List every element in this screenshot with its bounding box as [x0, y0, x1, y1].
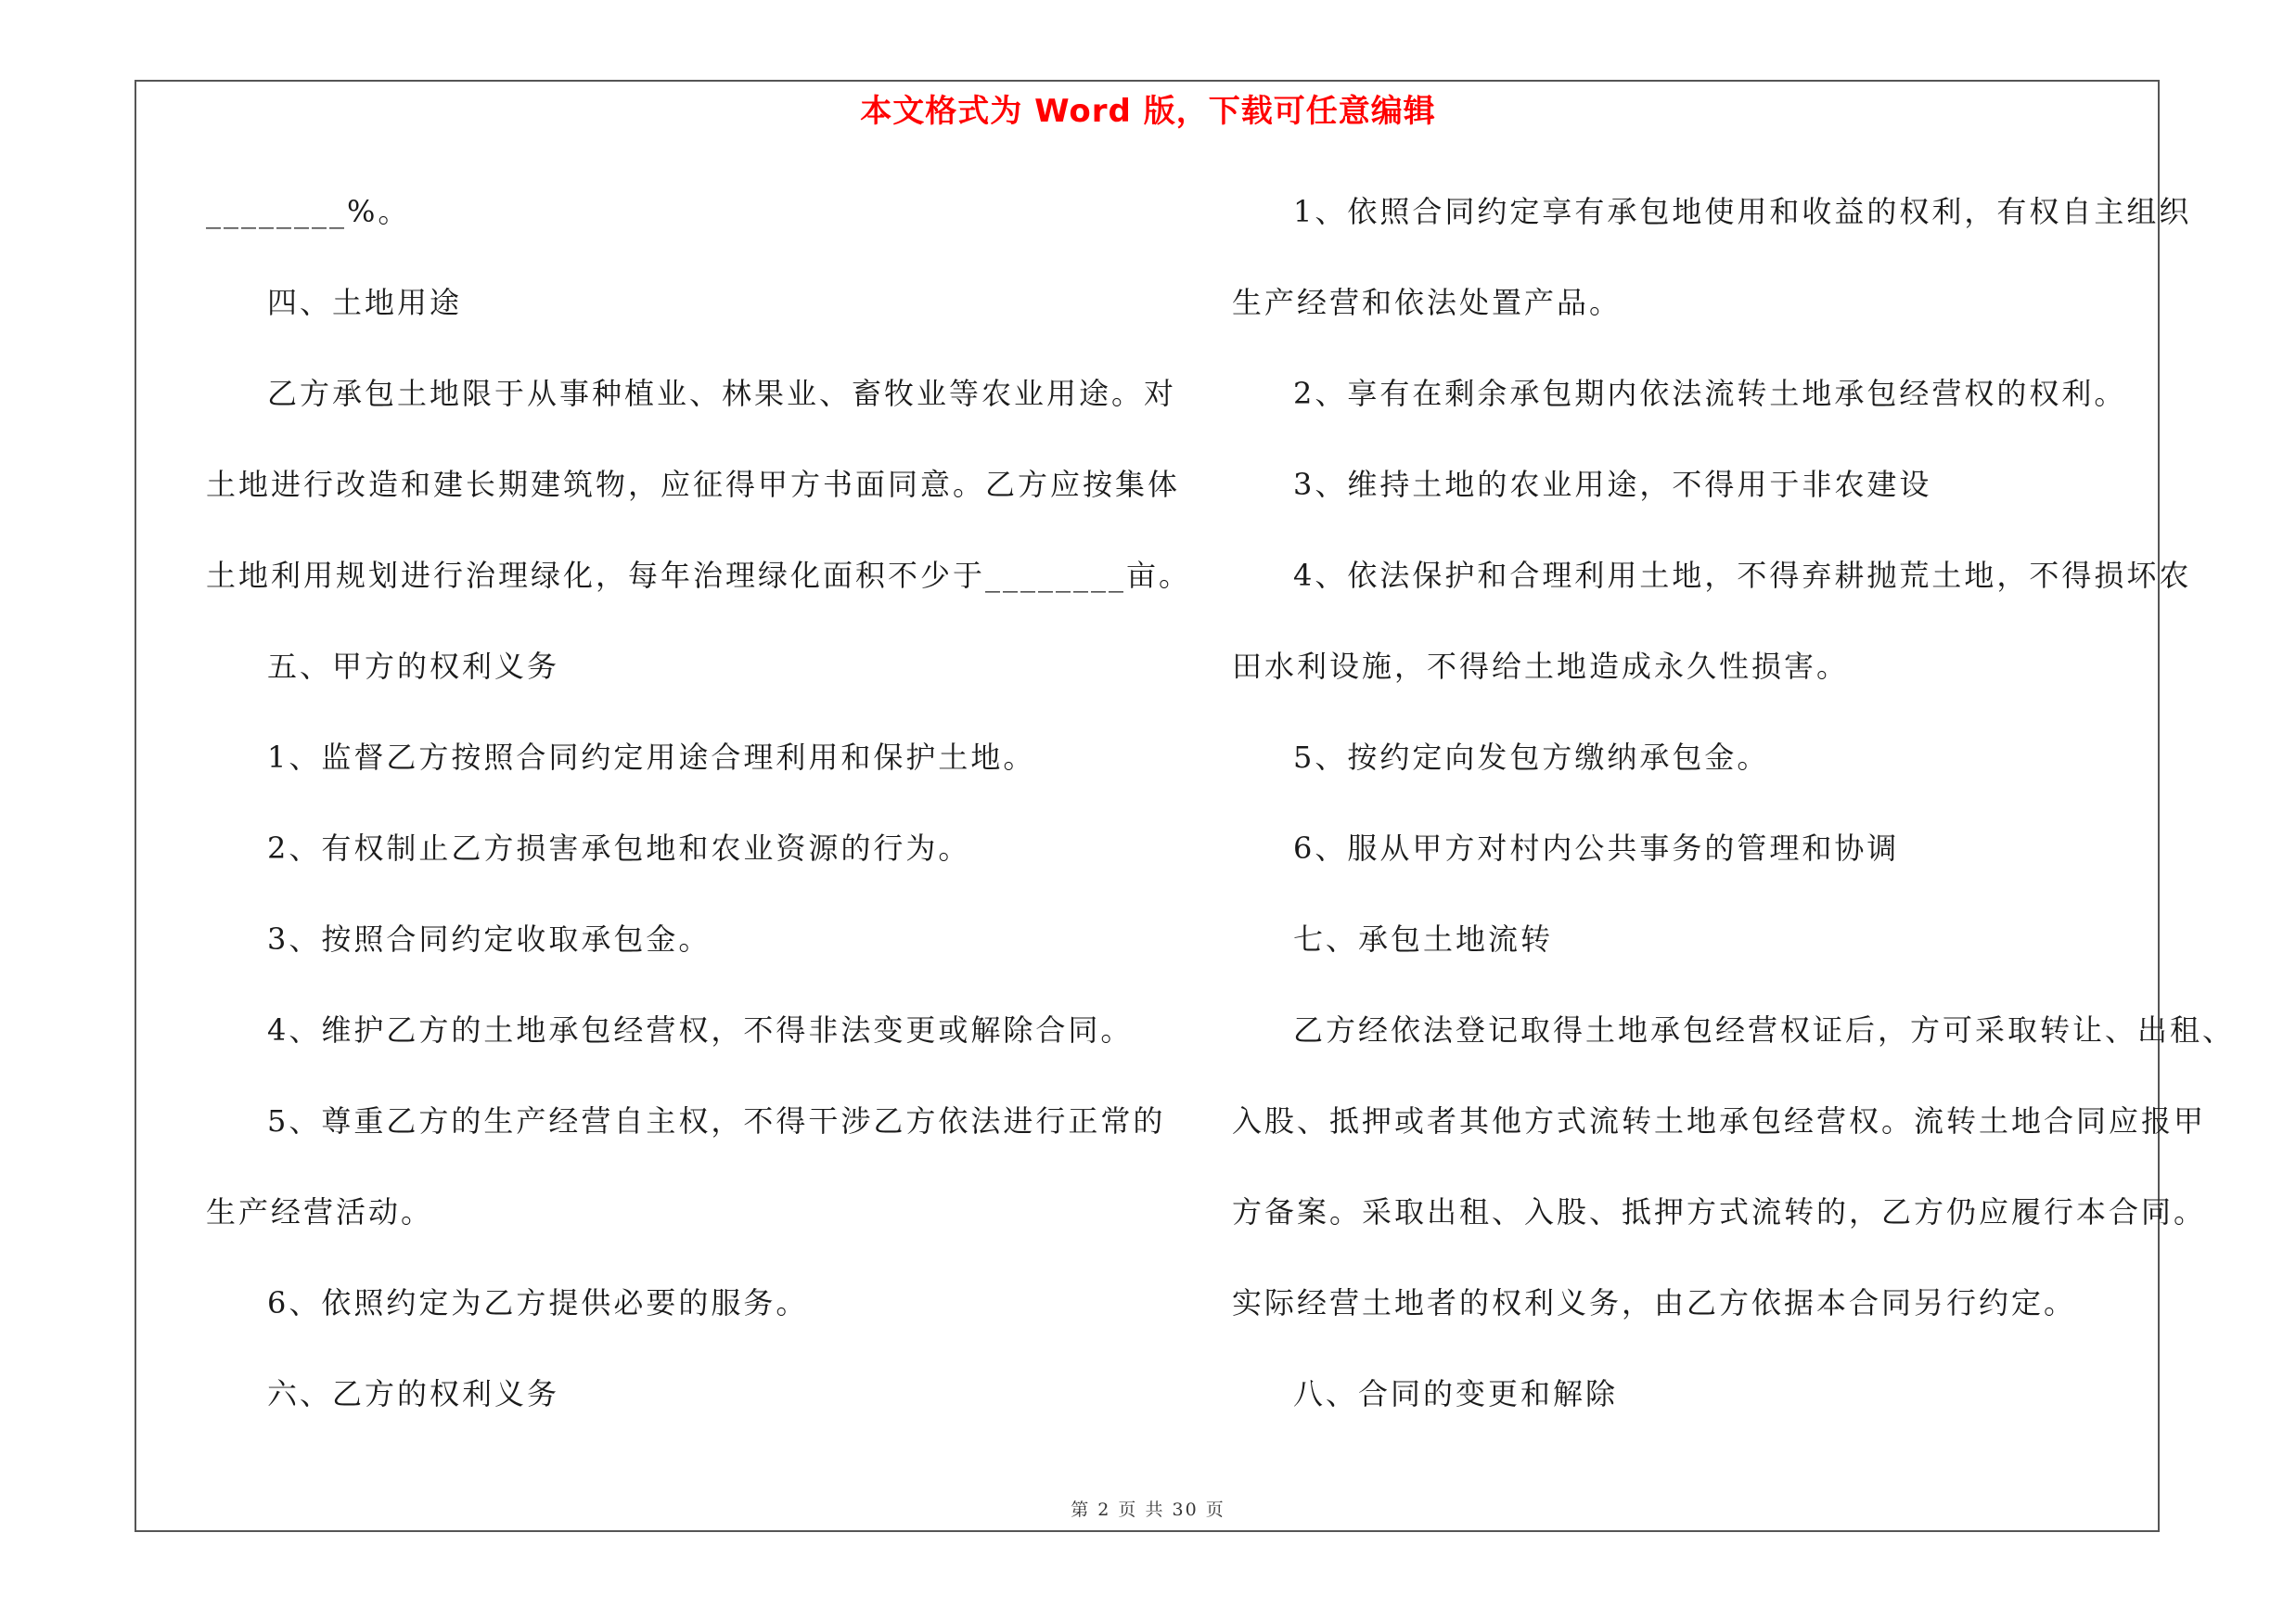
paragraph-line: 乙方经依法登记取得土地承包经营权证后，方可采取转让、出租、 — [1293, 1012, 2236, 1048]
paragraph-line: 4、维护乙方的土地承包经营权，不得非法变更或解除合同。 — [267, 1012, 1134, 1048]
paragraph-line: 实际经营土地者的权利义务，由乙方依据本合同另行约定。 — [1232, 1285, 2077, 1320]
paragraph-line: 3、维持土地的农业用途，不得用于非农建设 — [1293, 467, 1932, 502]
paragraph-line: 2、有权制止乙方损害承包地和农业资源的行为。 — [267, 831, 971, 866]
paragraph-line: 五、甲方的权利义务 — [267, 649, 560, 684]
paragraph-line: 乙方承包土地限于从事种植业、林果业、畜牧业等农业用途。对 — [267, 376, 1177, 411]
paragraph-line: 八、合同的变更和解除 — [1293, 1376, 1619, 1411]
paragraph-line: 4、依法保护和合理利用土地，不得弃耕抛荒土地，不得损坏农 — [1293, 558, 2192, 593]
paragraph-line: 生产经营活动。 — [206, 1194, 434, 1230]
page-number-footer: 第 2 页 共 30 页 — [1071, 1500, 1225, 1520]
paragraph-line: 生产经营和依法处置产品。 — [1232, 285, 1623, 320]
paragraph-line: 七、承包土地流转 — [1293, 921, 1554, 957]
paragraph-line: 6、依照约定为乙方提供必要的服务。 — [267, 1285, 809, 1320]
paragraph-line: 土地进行改造和建长期建筑物，应征得甲方书面同意。乙方应按集体 — [206, 467, 1181, 502]
paragraph-line: ________%。 — [206, 194, 411, 229]
paragraph-line: 5、按约定向发包方缴纳承包金。 — [1293, 740, 1770, 775]
paragraph-line: 方备案。采取出租、入股、抵押方式流转的，乙方仍应履行本合同。 — [1232, 1194, 2207, 1230]
paragraph-line: 四、土地用途 — [267, 285, 463, 320]
paragraph-line: 土地利用规划进行治理绿化，每年治理绿化面积不少于________亩。 — [206, 558, 1192, 593]
paragraph-line: 入股、抵押或者其他方式流转土地承包经营权。流转土地合同应报甲 — [1232, 1103, 2207, 1139]
paragraph-line: 六、乙方的权利义务 — [267, 1376, 560, 1411]
paragraph-line: 5、尊重乙方的生产经营自主权，不得干涉乙方依法进行正常的 — [267, 1103, 1166, 1139]
paragraph-line: 1、监督乙方按照合同约定用途合理利用和保护土地。 — [267, 740, 1036, 775]
paragraph-line: 田水利设施，不得给土地造成永久性损害。 — [1232, 649, 1850, 684]
paragraph-line: 2、享有在剩余承包期内依法流转土地承包经营权的权利。 — [1293, 376, 2127, 411]
left-text-column — [206, 186, 1192, 1459]
paragraph-line: 3、按照合同约定收取承包金。 — [267, 921, 712, 957]
paragraph-line: 1、依照合同约定享有承包地使用和收益的权利，有权自主组织 — [1293, 194, 2192, 229]
right-text-column — [1232, 186, 2236, 1459]
editable-format-banner: 本文格式为 Word 版，下载可任意编辑 — [860, 93, 1436, 130]
paragraph-line: 6、服从甲方对村内公共事务的管理和协调 — [1293, 831, 1900, 866]
